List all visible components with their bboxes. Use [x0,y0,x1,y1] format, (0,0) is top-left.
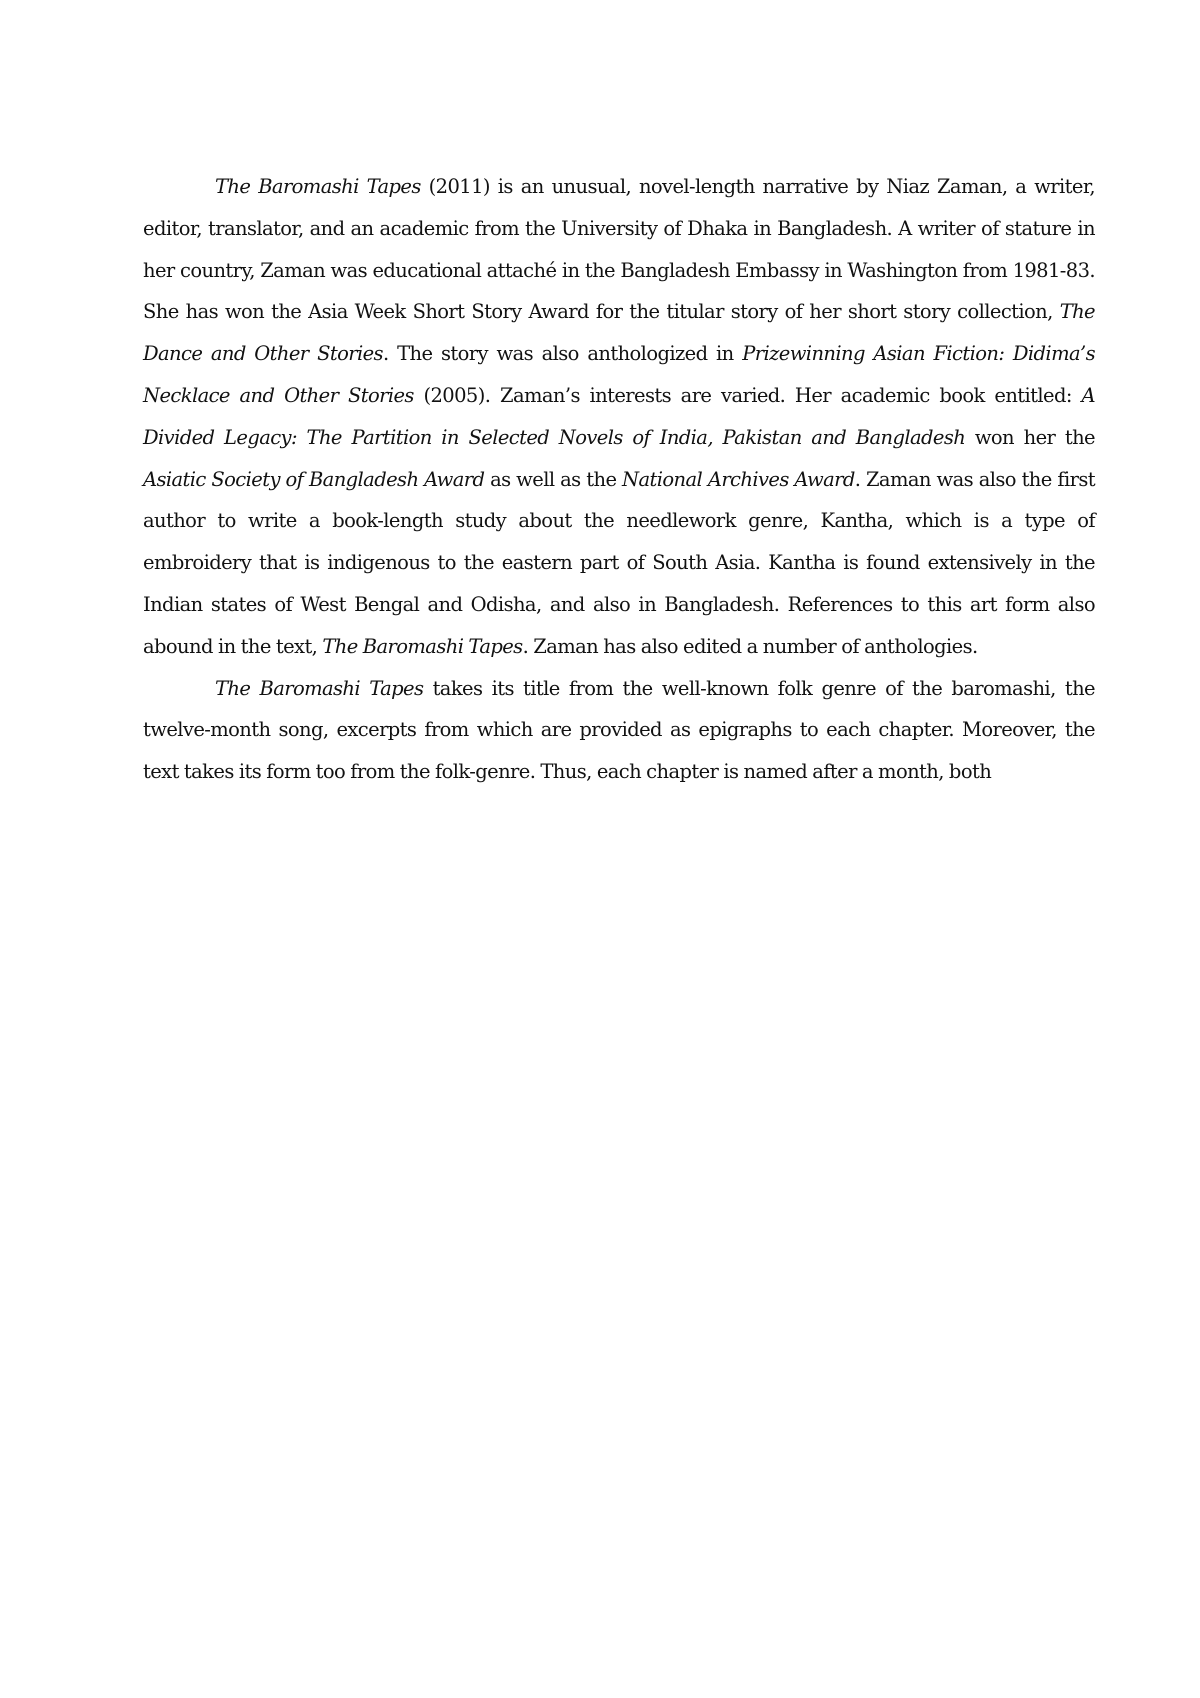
book-title: The Baromashi Tapes [322,634,523,658]
paragraph-text: as well as the [484,467,623,491]
paragraph-text: (2005). Zaman’s interests are varied. Her academic book entitled: [413,383,1082,407]
book-title: Prizewinning Asian Fiction: Didima’s Necklace and Other Stories [143,342,1095,407]
paragraph-text: . Zaman was also the first author to write a book-length study about the needlework genre, Kantha, which is a type of embroidery that is indigenous to the eastern part of South Asia. Kantha is found extensively in the Indian states of West Bengal and Odisha, and also in Bangladesh. References to this art form also abound in the text, [143,467,1095,658]
book-title: The Baromashi Tapes [215,175,421,198]
award-title: National Archives Award [622,467,855,491]
paragraph-text: takes its title from the well-known folk genre of the baromashi, the twelve-month song, excerpts from which are provided as epigraphs to each chapter. Moreover, the text takes its form too from the folk-genre. Thus, each chapter is named after a month, both [143,676,1095,784]
book-title: The Dance and Other Stories [143,300,1095,366]
book-title: A Divided Legacy: The Partition in Selected Novels of India, Pakistan and Bangladesh [143,383,1095,449]
paragraph-text: . Zaman has also edited a number of anthologies. [522,634,978,658]
book-title: The Baromashi Tapes [215,676,424,700]
award-title: Asiatic Society of Bangladesh Award [143,467,485,491]
body-text [143,166,1095,793]
paragraph-1 [143,166,1095,668]
paragraph-text: . The story was also anthologized in [382,342,743,366]
paragraph-text: (2011) is an unusual, novel-length narrative by Niaz Zaman, a writer, editor, translator, and an academic from the University of Dhaka in Bangladesh. A writer of stature in her country, Zaman was educational attaché in the Bangladesh Embassy in Washington from 1981-83. She has won the Asia Week Short Story Award for the titular story of her short story collection, [143,175,1096,324]
paragraph-text: won her the [965,425,1095,449]
paragraph-2 [143,668,1095,793]
